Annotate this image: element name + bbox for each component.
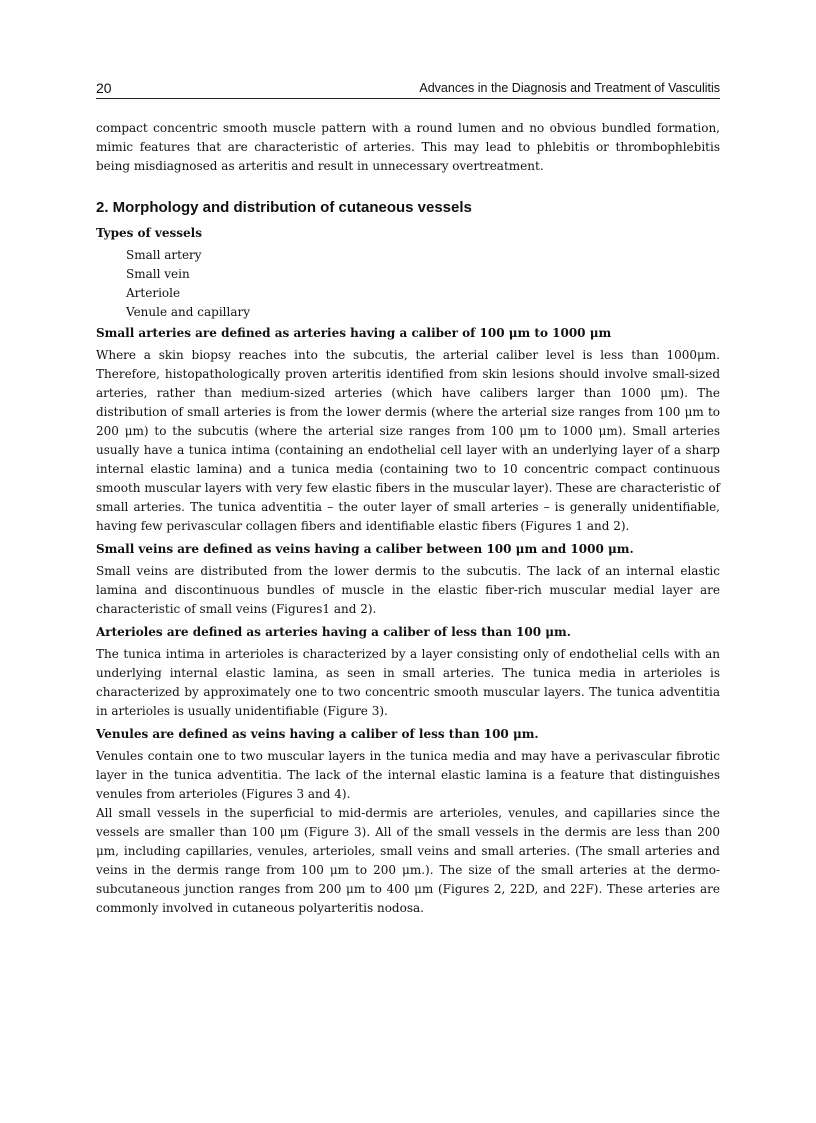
section-heading: 2. Morphology and distribution of cutaneous vessels xyxy=(96,199,472,216)
journal-title: Advances in the Diagnosis and Treatment of Vasculitis xyxy=(419,81,720,95)
small-veins-heading: Small veins are defined as veins having a caliber between 100 μm and 1000 μm. xyxy=(96,542,634,556)
intro-paragraph: compact concentric smooth muscle pattern with a round lumen and no obvious bundled formation, mimic features that are characteristic of arteries. This may lead to phlebitis or thrombophlebitis being misdiagnosed as arteritis and result in unnecessary overtreatment. xyxy=(96,121,720,173)
arterioles-paragraph: The tunica intima in arterioles is characterized by a layer consisting only of endothelial cells with an underlying internal elastic lamina, as seen in small arteries. The tunica media in arterioles is characterized by approximately one to two concentric smooth muscular layers. The tunica adventitia in arterioles is usually unidentifiable (Figure 3). xyxy=(96,647,720,718)
page xyxy=(96,80,720,918)
list-item: Arteriole xyxy=(126,286,181,300)
venules-heading: Venules are defined as veins having a caliber of less than 100 μm. xyxy=(96,727,539,741)
small-arteries-heading: Small arteries are defined as arteries having a caliber of 100 μm to 1000 μm xyxy=(96,326,612,340)
venules-paragraph: Venules contain one to two muscular layers in the tunica media and may have a perivascular fibrotic layer in the tunica adventitia. The lack of the internal elastic lamina is a feature that distinguishes venules from arterioles (Figures 3 and 4). xyxy=(96,749,720,801)
list-item: Small artery xyxy=(126,248,202,262)
running-header xyxy=(96,80,720,99)
types-of-vessels-heading: Types of vessels xyxy=(96,226,202,240)
small-veins-paragraph: Small veins are distributed from the lower dermis to the subcutis. The lack of an internal elastic lamina and discontinuous bundles of muscle in the elastic fiber-rich muscular medial layer are characteristic of small veins (Figures1 and 2). xyxy=(96,564,720,616)
arterioles-heading: Arterioles are defined as arteries having a caliber of less than 100 μm. xyxy=(96,625,571,639)
small-vessels-paragraph: All small vessels in the superficial to mid-dermis are arterioles, venules, and capillaries since the vessels are smaller than 100 μm (Figure 3). All of the small vessels in the dermis are less than 200 μm, including capillaries, venules, arterioles, small veins and small arteries. (The small arteries and veins in the dermis range from 100 μm to 200 μm.). The size of the small arteries at the dermo-subcutaneous junction ranges from 200 μm to 400 μm (Figures 2, 22D, and 22F). These arteries are commonly involved in cutaneous polyarteritis nodosa. xyxy=(96,806,720,915)
page-number: 20 xyxy=(96,80,112,96)
list-item: Venule and capillary xyxy=(126,305,250,319)
small-arteries-paragraph: Where a skin biopsy reaches into the subcutis, the arterial caliber level is less than 1000μm. Therefore, histopathologically proven arteritis identified from skin lesions should involve small-sized arteries, rather than medium-sized arteries (which have calibers larger than 1000 μm). The distribution of small arteries is from the lower dermis (where the arterial size ranges from 100 μm to 200 μm) to the subcutis (where the arterial size ranges from 100 μm to 1000 μm). Small arteries usually have a tunica intima (containing an endothelial cell layer with an underlying layer of a sharp internal elastic lamina) and a tunica media (containing two to 10 concentric compact continuous smooth muscular layers with very few elastic fibers in the muscular layer). These are characteristic of small arteries. The tunica adventitia – the outer layer of small arteries – is generally unidentifiable, having few perivascular collagen fibers and identifiable elastic fibers (Figures 1 and 2). xyxy=(96,348,720,533)
list-item: Small vein xyxy=(126,267,190,281)
vessel-types-list xyxy=(96,246,720,322)
